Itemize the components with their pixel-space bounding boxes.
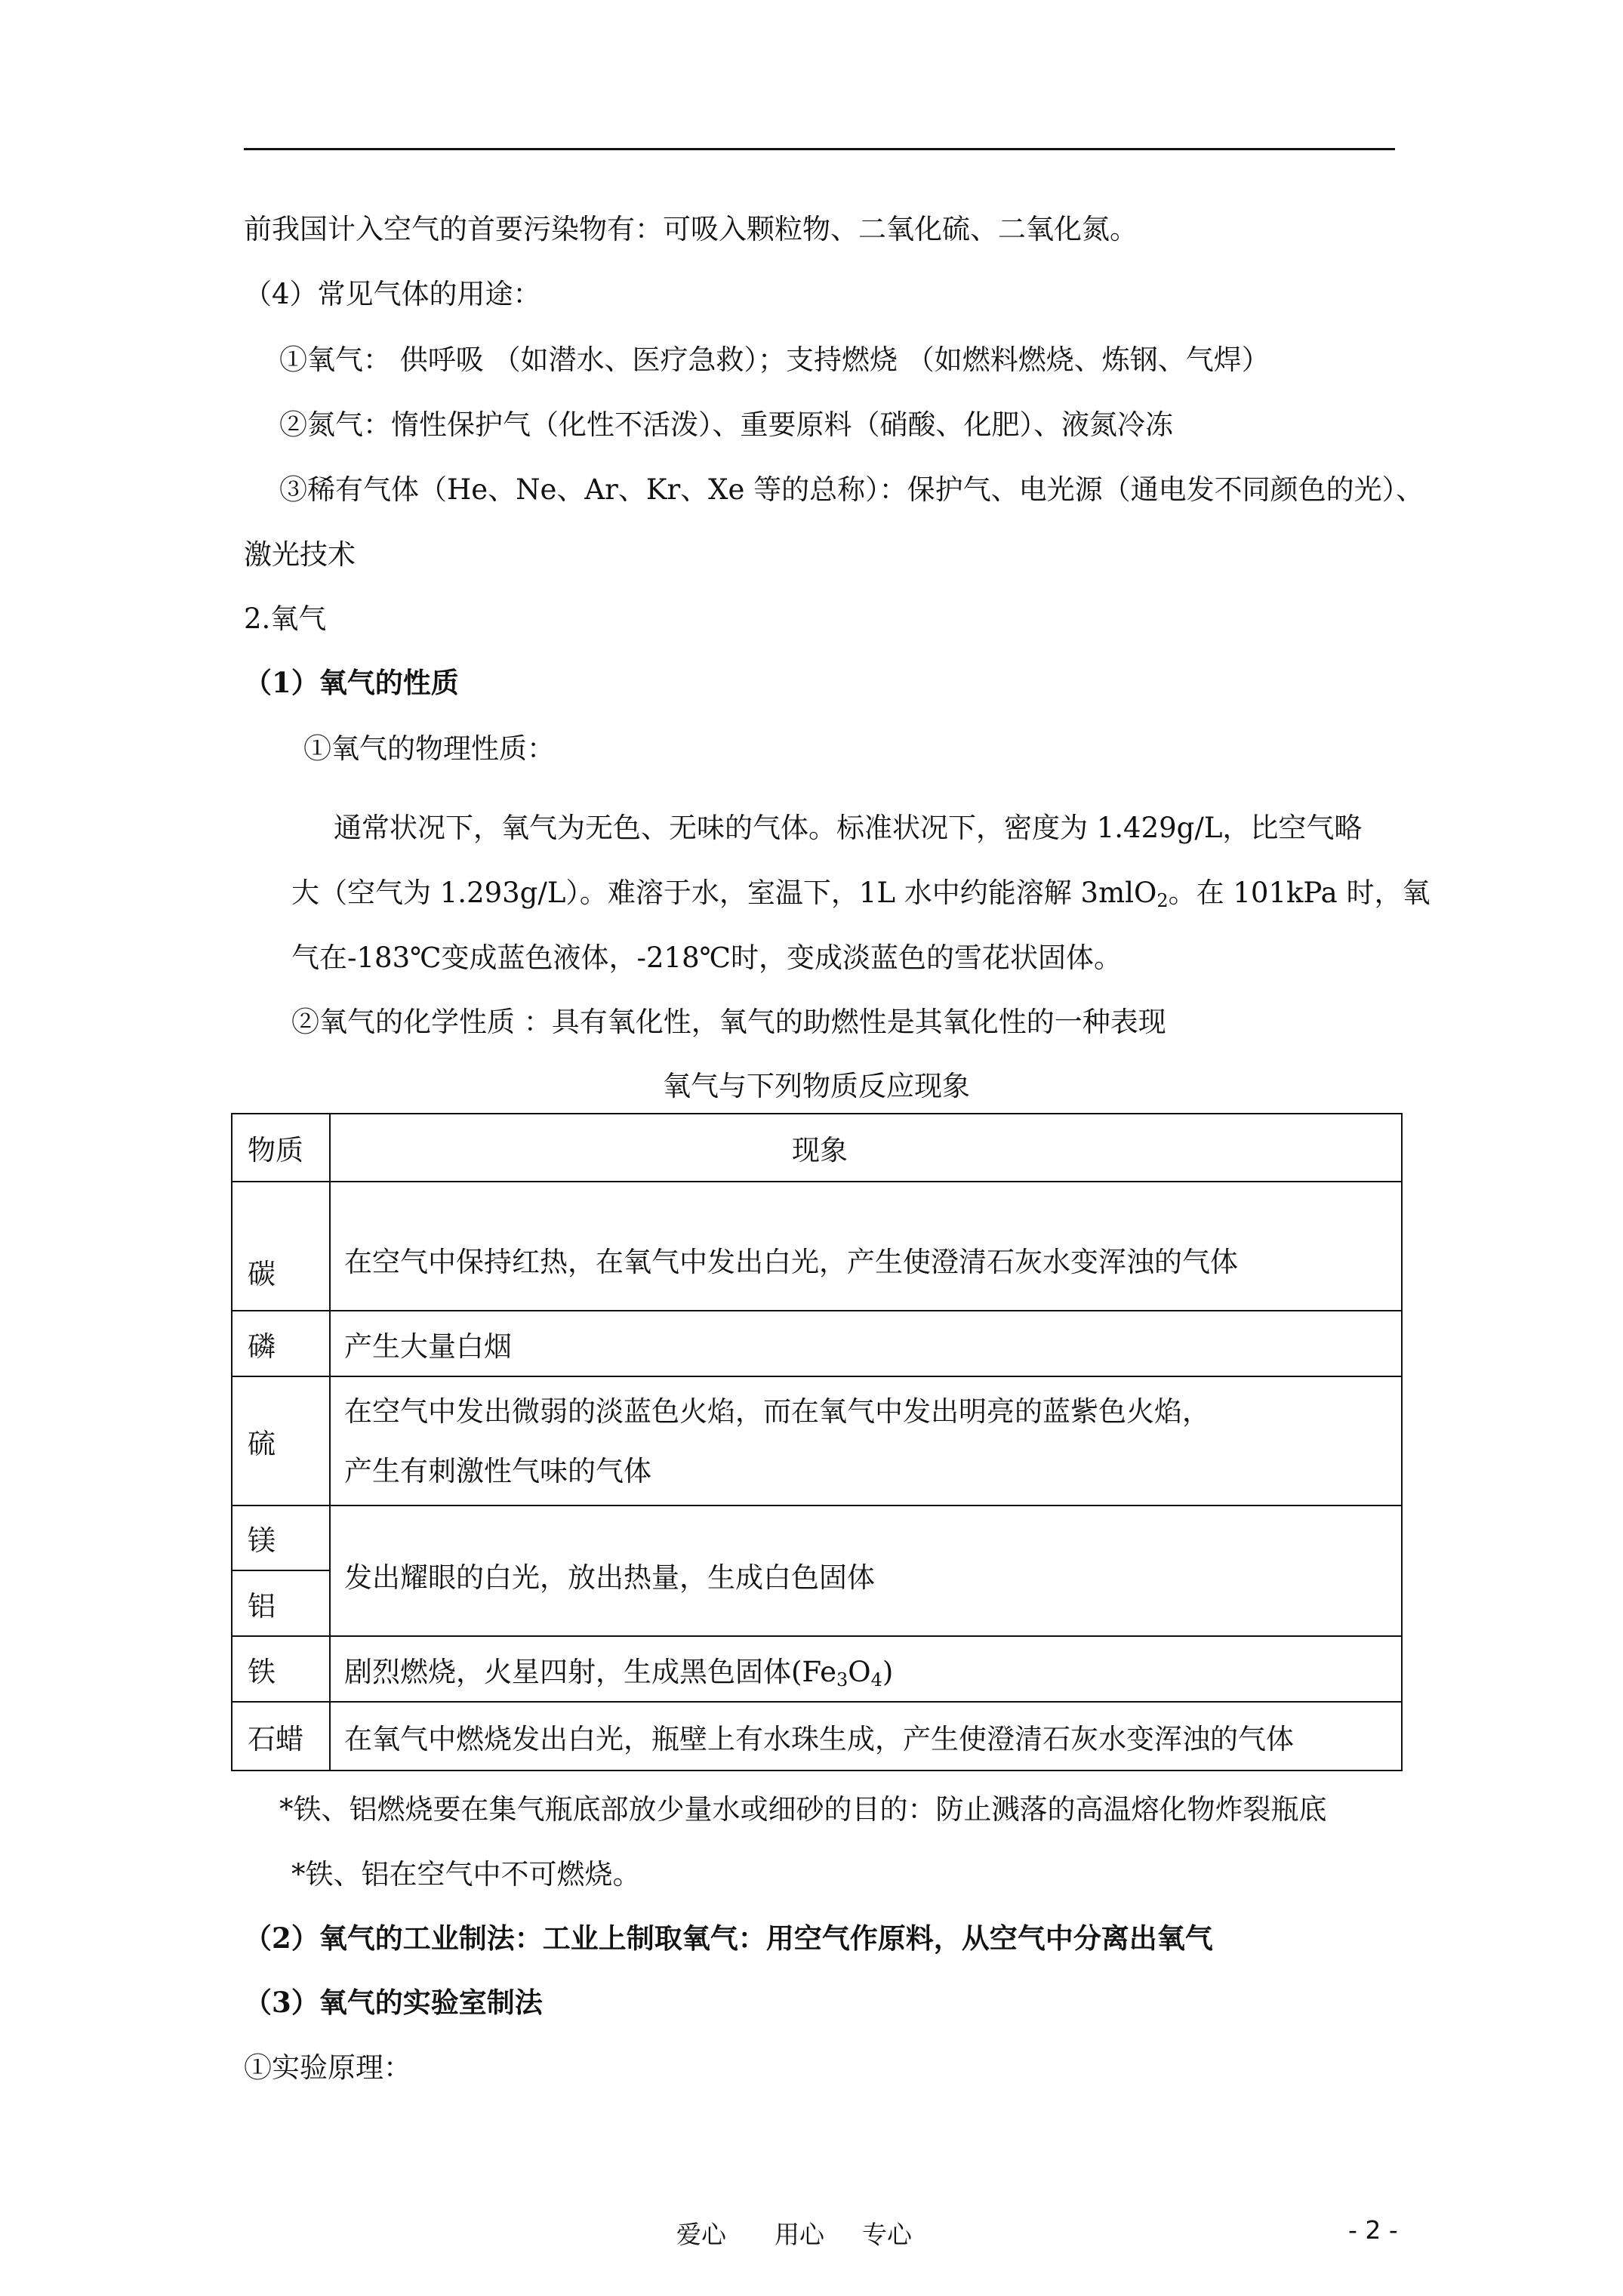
subsection-heading: （3）氧气的实验室制法 <box>244 1986 543 2019</box>
text-line: ①氧气： 供呼吸 （如潜水、医疗急救）；支持燃烧 （如燃料燃烧、炼钢、气焊） <box>279 344 1270 376</box>
page-number: - 2 - <box>1348 2215 1398 2245</box>
material-cell: 石蜡 <box>232 1702 330 1771</box>
footer-word: 爱心 <box>676 2220 726 2249</box>
text-segment: 。在 101kPa 时，氧 <box>1168 877 1431 909</box>
text-line: ①氧气的物理性质： <box>303 732 555 765</box>
text-segment: 大（空气为 1.293g/L）。难溶于水，室温下，1L 水中约能溶解 3mlO <box>291 877 1157 909</box>
phenomenon-cell: 在氧气中燃烧发出白光，瓶壁上有水珠生成，产生使澄清石灰水变浑浊的气体 <box>330 1702 1402 1771</box>
note-line: *铁、铝在空气中不可燃烧。 <box>291 1858 641 1891</box>
table-row <box>232 1702 1402 1771</box>
table-row <box>232 1636 1402 1702</box>
text-segment: 剧烈燃烧，火星四射，生成黑色固体(Fe <box>344 1655 836 1688</box>
material-cell: 镁 <box>232 1505 330 1570</box>
text-line: ①实验原理： <box>244 2051 411 2084</box>
text-line: 激光技术 <box>244 538 356 571</box>
table-header-row <box>232 1114 1402 1182</box>
material-cell: 铝 <box>232 1570 330 1636</box>
subsection-heading: （2）氧气的工业制法：工业上制取氧气：用空气作原料，从空气中分离出氧气 <box>244 1922 1213 1955</box>
section-heading: 2.氧气 <box>244 603 327 635</box>
header-material: 物质 <box>232 1114 330 1182</box>
subscript: 3 <box>836 1669 848 1690</box>
table-row <box>232 1505 1402 1570</box>
material-cell: 碳 <box>232 1182 330 1311</box>
footer-word: 用心 <box>775 2220 824 2249</box>
table-row <box>232 1182 1402 1311</box>
reaction-table <box>231 1113 1403 1771</box>
text-line: 气在-183℃变成蓝色液体，-218℃时，变成淡蓝色的雪花状固体。 <box>291 942 1123 974</box>
material-cell: 铁 <box>232 1636 330 1702</box>
text-line: 前我国计入空气的首要污染物有：可吸入颗粒物、二氧化硫、二氧化氮。 <box>244 213 1138 245</box>
table-row <box>232 1311 1402 1376</box>
material-cell: 硫 <box>232 1376 330 1505</box>
text-segment: ) <box>882 1655 894 1688</box>
text-line: ③稀有气体（He、Ne、Ar、Kr、Xe 等的总称）：保护气、电光源（通电发不同颜色的光）、 <box>279 473 1424 506</box>
text-segment: O <box>848 1655 871 1688</box>
text-line <box>291 877 1431 911</box>
table-row <box>232 1376 1402 1505</box>
text-line: ②氮气：惰性保护气（化性不活泼）、重要原料（硝酸、化肥）、液氮冷冻 <box>279 408 1173 441</box>
phenomenon-cell: 发出耀眼的白光，放出热量，生成白色固体 <box>330 1505 1402 1636</box>
phenomenon-cell: 产生大量白烟 <box>330 1311 1402 1376</box>
header-phenomenon: 现象 <box>330 1114 1402 1182</box>
phenomenon-cell <box>330 1376 1402 1505</box>
footer-word: 专心 <box>862 2220 912 2249</box>
phenomenon-cell <box>330 1636 1402 1702</box>
subscript: 2 <box>1156 890 1169 911</box>
note-line: *铁、铝燃烧要在集气瓶底部放少量水或细砂的目的：防止溅落的高温熔化物炸裂瓶底 <box>279 1793 1327 1826</box>
subsection-heading: （1）氧气的性质 <box>244 666 459 699</box>
text-line: ②氧气的化学性质 ：具有氧化性，氧气的助燃性是其氧化性的一种表现 <box>291 1006 1166 1038</box>
phenomenon-line: 产生有刺激性气味的气体 <box>344 1454 651 1487</box>
text-line: 通常状况下，氧气为无色、无味的气体。标准状况下，密度为 1.429g/L，比空气略 <box>334 812 1363 844</box>
phenomenon-line: 在空气中发出微弱的淡蓝色火焰，而在氧气中发出明亮的蓝紫色火焰， <box>344 1395 1210 1428</box>
header-rule <box>244 148 1395 150</box>
material-cell: 磷 <box>232 1311 330 1376</box>
subscript: 4 <box>870 1669 882 1690</box>
phenomenon-cell: 在空气中保持红热，在氧气中发出白光，产生使澄清石灰水变浑浊的气体 <box>330 1182 1402 1311</box>
text-line: （4）常见气体的用途： <box>244 278 541 310</box>
table-caption: 氧气与下列物质反应现象 <box>663 1070 970 1102</box>
